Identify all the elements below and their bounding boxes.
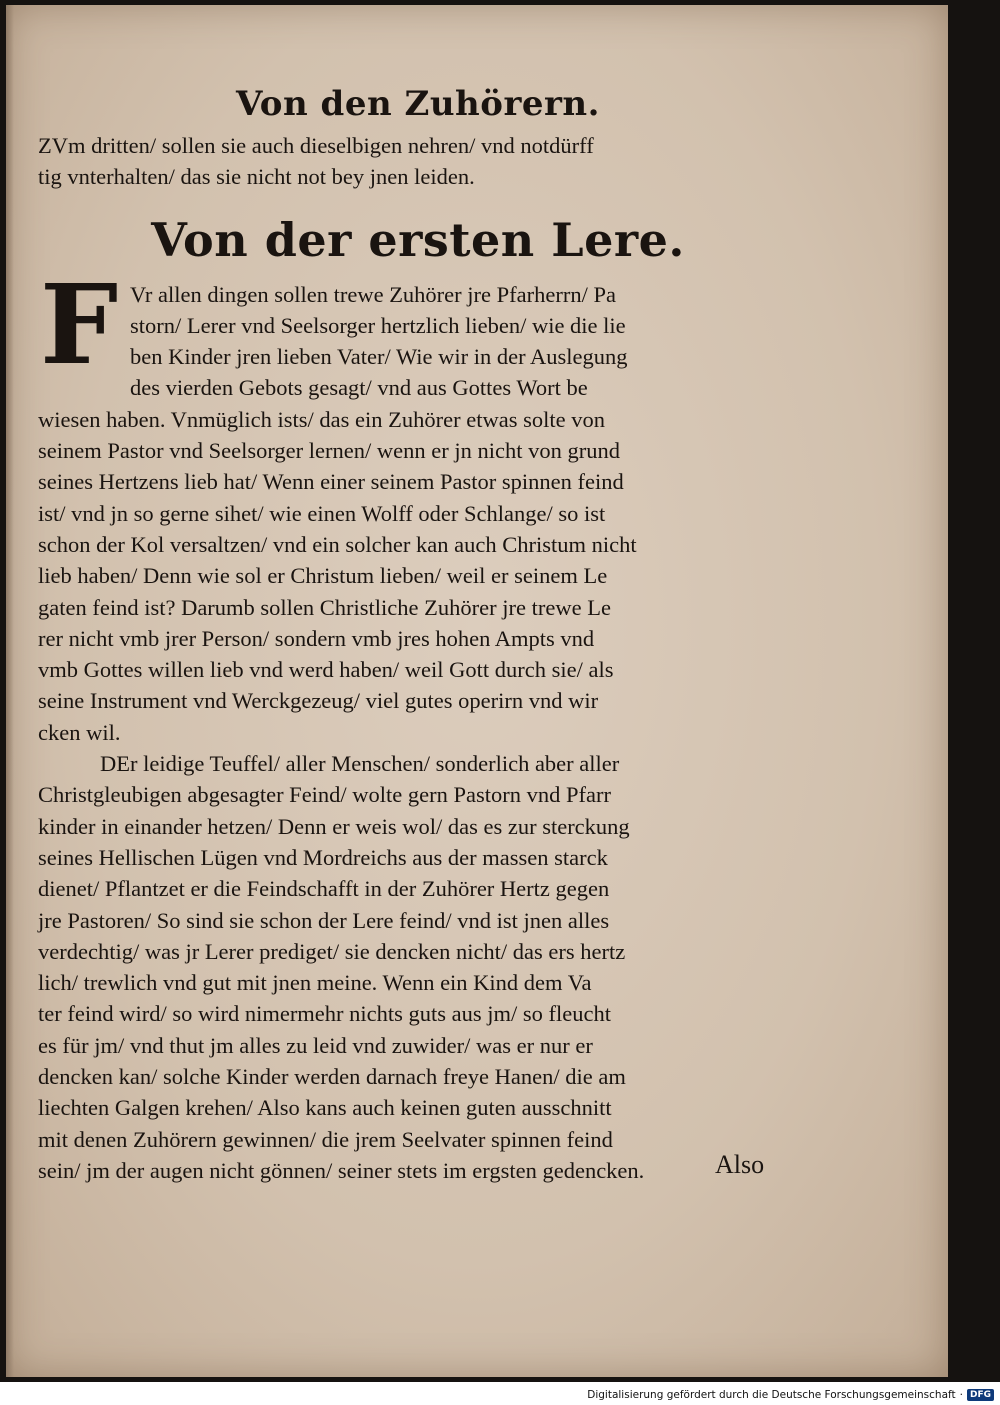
- separator-dot: ·: [959, 1389, 963, 1401]
- intro-paragraph: [38, 130, 798, 193]
- text-line: mit denen Zuhörern gewinnen/ die jrem Seelvater spinnen feind: [38, 1126, 613, 1152]
- text-line: seine Instrument vnd Werckgezeug/ viel gutes operirn vnd wir: [38, 688, 599, 714]
- text-line: lieb haben/ Denn wie sol er Christum lieben/ weil er seinem Le: [38, 563, 608, 589]
- intro-line: ZVm dritten/ sollen sie auch dieselbigen nehren/ vnd notdürff: [38, 133, 594, 158]
- text-line: ist/ vnd jn so gerne sihet/ wie einen Wolff oder Schlange/ so ist: [38, 500, 606, 526]
- text-line: kinder in einander hetzen/ Denn er weis wol/ das es zur sterckung: [38, 813, 630, 839]
- text-line: ben Kinder jren lieben Vater/ Wie wir in der Auslegung: [130, 344, 628, 370]
- text-line: ter feind wird/ so wird nimermehr nichts guts aus jm/ so fleucht: [38, 1001, 612, 1027]
- text-line: lich/ trewlich vnd gut mit jnen meine. Wenn ein Kind dem Va: [38, 970, 592, 996]
- text-line: dencken kan/ solche Kinder werden darnach freye Hanen/ die am: [38, 1064, 626, 1090]
- text-line: Christgleubigen abgesagter Feind/ wolte gern Pastorn vnd Pfarr: [38, 782, 612, 808]
- credit-text: Digitalisierung gefördert durch die Deutsche Forschungsgemeinschaft: [587, 1389, 956, 1401]
- intro-line: tig vnterhalten/ das sie nicht not bey jnen leiden.: [38, 164, 475, 190]
- text-line: seinem Pastor vnd Seelsorger lernen/ wenn er jn nicht von grund: [38, 438, 620, 464]
- text-line: seines Hellischen Lügen vnd Mordreichs aus der massen starck: [38, 844, 608, 870]
- text-line: gaten feind ist? Darumb sollen Christliche Zuhörer jre trewe Le: [38, 594, 611, 620]
- running-title: Von den Zuhörern.: [236, 84, 600, 124]
- text-line: wiesen haben. Vnmüglich ists/ das ein Zuhörer etwas solte von: [38, 406, 605, 432]
- text-line: verdechtig/ was jr Lerer prediget/ sie dencken nicht/ das ers hertz: [38, 938, 626, 964]
- text-line: vmb Gottes willen lieb vnd werd haben/ weil Gott durch sie/ als: [38, 657, 614, 683]
- text-line: DEr leidige Teuffel/ aller Menschen/ sonderlich aber aller: [100, 751, 620, 777]
- text-line: seines Hertzens lieb hat/ Wenn einer seinem Pastor spinnen feind: [38, 469, 624, 495]
- text-line: Vr allen dingen sollen trewe Zuhörer jre Pfarherrn/ Pa: [130, 281, 616, 307]
- text-line: rer nicht vmb jrer Person/ sondern vmb jres hohen Ampts vnd: [38, 625, 595, 651]
- text-line: storn/ Lerer vnd Seelsorger hertzlich lieben/ wie die lie: [130, 312, 626, 338]
- catchword: Also: [715, 1150, 765, 1179]
- paragraph-2: [38, 748, 798, 1186]
- page-text-block: [38, 84, 798, 1186]
- text-line: sein/ jm der augen nicht gönnen/ seiner stets im ergsten gedencken.: [38, 1157, 645, 1183]
- paragraph-1: [38, 259, 798, 748]
- text-line: liechten Galgen krehen/ Also kans auch keinen guten ausschnitt: [38, 1095, 612, 1121]
- text-line: jre Pastoren/ So sind sie schon der Lere feind/ vnd ist jnen alles: [38, 907, 610, 933]
- digitization-credit: [587, 1387, 994, 1403]
- text-line: es für jm/ vnd thut jm alles zu leid vnd zuwider/ was er nur er: [38, 1032, 593, 1058]
- page-edge-shadow: [6, 5, 14, 1377]
- section-title: Von der ersten Lere.: [151, 212, 685, 267]
- text-line: dienet/ Pflantzet er die Feindschafft in der Zuhörer Hertz gegen: [38, 876, 610, 902]
- dfg-logo: DFG: [967, 1389, 994, 1401]
- drop-cap-initial: F: [40, 259, 119, 389]
- text-line: cken wil.: [38, 719, 121, 745]
- text-line: des vierden Gebots gesagt/ vnd aus Gottes Wort be: [130, 375, 588, 401]
- text-line: schon der Kol versaltzen/ vnd ein solcher kan auch Christum nicht: [38, 531, 637, 557]
